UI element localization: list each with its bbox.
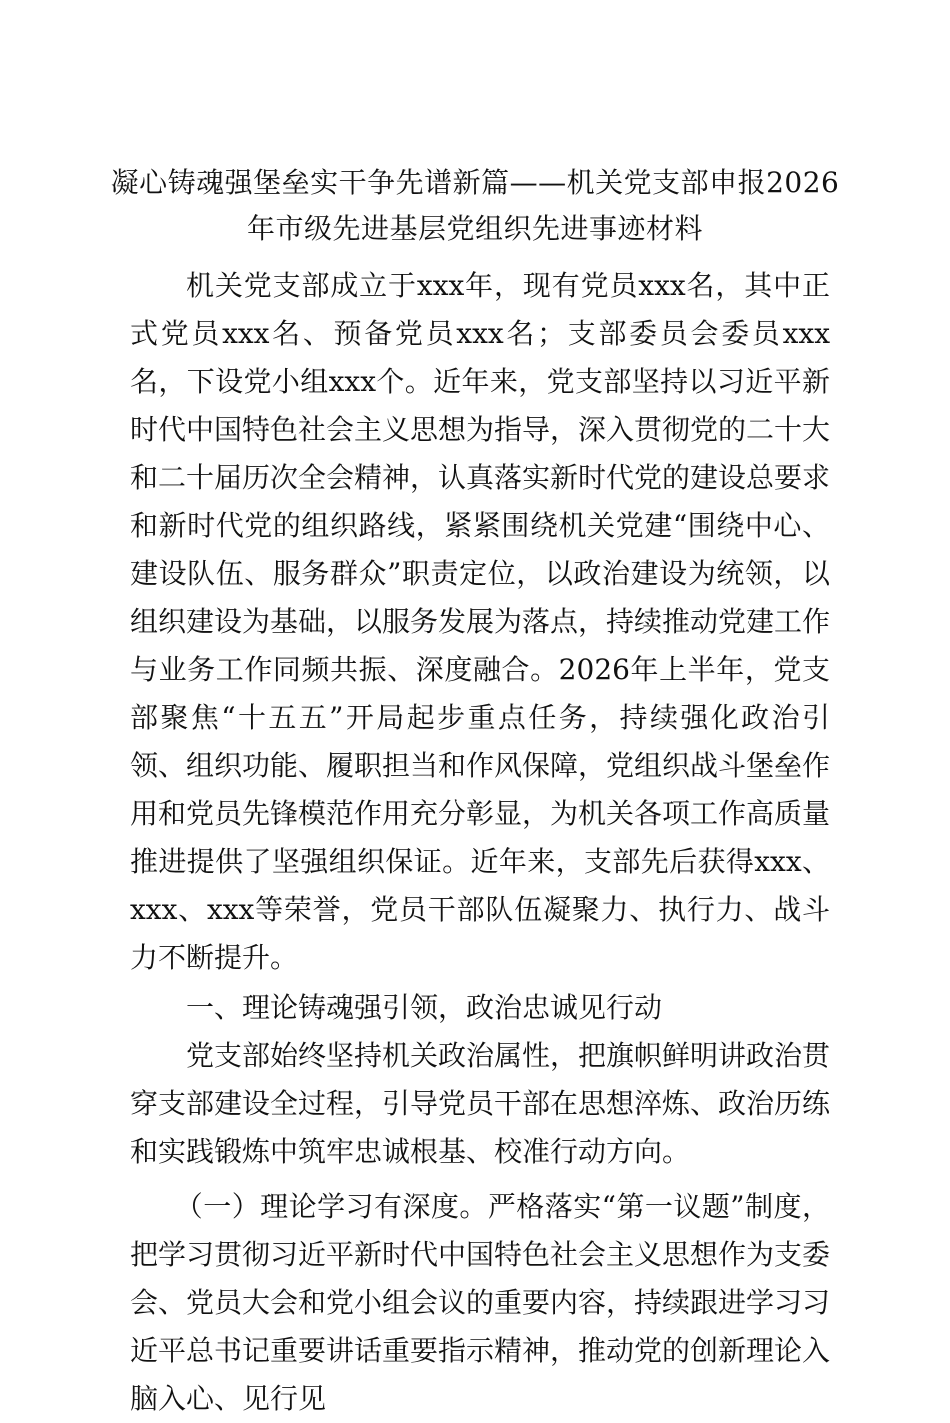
subsection-paragraph: （一）理论学习有深度。严格落实“第一议题”制度，把学习贯彻习近平新时代中国特色社会主义思想作为支委会、党员大会和党小组会议的重要内容，持续跟进学习习近平总书记重要讲话重要指示精神，推动党的创新理论入脑入心、见行见 bbox=[130, 1190, 831, 1415]
document-body bbox=[130, 262, 830, 1423]
intro-paragraph: 机关党支部成立于xxx年，现有党员xxx名，其中正式党员xxx名、预备党员xxx名；支部委员会委员xxx名，下设党小组xxx个。近年来，党支部坚持以习近平新时代中国特色社会主义思想为指导，深入贯彻党的二十大和二十届历次全会精神，认真落实新时代党的建设总要求和新时代党的组织路线，紧紧围绕机关党建“围绕中心、建设队伍、服务群众”职责定位，以政治建设为统领，以组织建设为基础，以服务发展为落点，持续推动党建工作与业务工作同频共振、深度融合。2026年上半年，党支部聚焦“十五五”开局起步重点任务，持续强化政治引领、组织功能、履职担当和作风保障，党组织战斗堡垒作用和党员先锋模范作用充分彰显，为机关各项工作高质量推进提供了坚强组织保证。近年来，支部先后获得xxx、xxx、xxx等荣誉，党员干部队伍凝聚力、执行力、战斗力不断提升。 bbox=[130, 269, 831, 974]
section-paragraph: 党支部始终坚持机关政治属性，把旗帜鲜明讲政治贯穿支部建设全过程，引导党员干部在思想淬炼、政治历练和实践锻炼中筑牢忠诚根基、校准行动方向。 bbox=[130, 1039, 831, 1168]
section-heading: 一、理论铸魂强引领，政治忠诚见行动 bbox=[186, 991, 663, 1024]
document-title: 凝心铸魂强堡垒实干争先谱新篇——机关党支部申报2026年市级先进基层党组织先进事迹材料 bbox=[110, 166, 840, 245]
